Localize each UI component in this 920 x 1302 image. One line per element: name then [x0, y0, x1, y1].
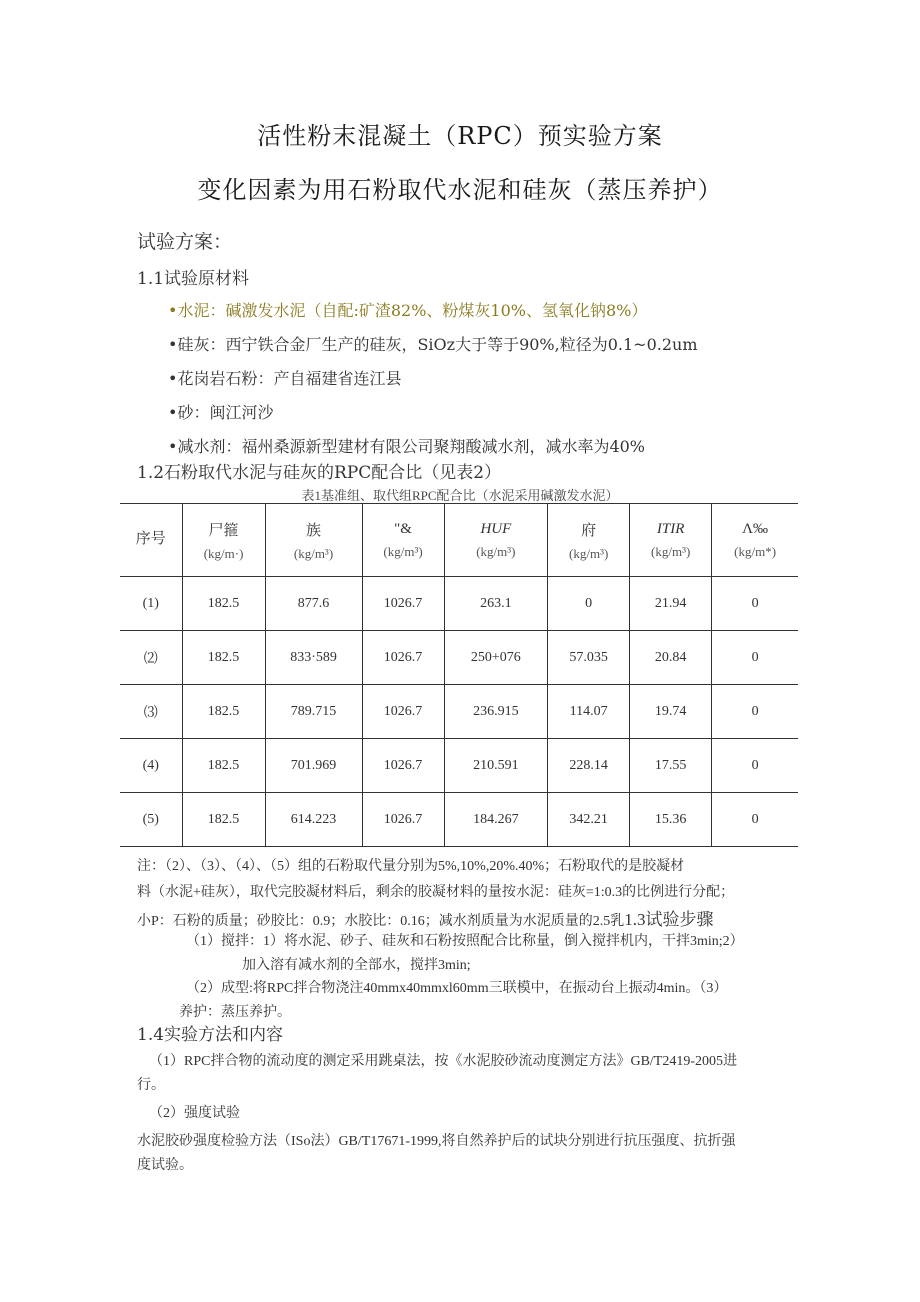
table-cell: 789.715: [265, 685, 362, 739]
header-cell: 族 (kg/m³): [265, 504, 362, 577]
table-note-line-3: [137, 905, 714, 930]
section-1-3-heading: 1.3试验步骤: [624, 910, 714, 929]
table-cell: 182.5: [182, 577, 265, 631]
table-row: [120, 685, 798, 739]
header-cell: 府 (kg/m³): [548, 504, 630, 577]
table-note-line-1: 注：（2）、（3）、（4）、（5）组的石粉取代量分别为5%,10%,20%.40%；石粉取代的是胶凝材: [137, 859, 685, 874]
table-cell: 210.591: [444, 739, 548, 793]
header-cell: 序号: [120, 504, 182, 577]
table-cell: 0: [712, 739, 798, 793]
step-mixing-line-2: 加入溶有减水剂的全部水，搅拌3min;: [242, 958, 471, 973]
table-cell: 182.5: [182, 739, 265, 793]
table-cell: (5): [120, 793, 182, 847]
step-curing-line: 养护：蒸压养护。: [179, 1005, 291, 1020]
table-row: [120, 793, 798, 847]
table-cell: 0: [712, 631, 798, 685]
table-cell: 184.267: [444, 793, 548, 847]
table-cell: 1026.7: [362, 685, 444, 739]
table-cell: 263.1: [444, 577, 548, 631]
table-cell: 17.55: [630, 739, 712, 793]
table-cell: 21.94: [630, 577, 712, 631]
header-cell: HUF (kg/m³): [444, 504, 548, 577]
table-cell: 250+076: [444, 631, 548, 685]
table-cell: 20.84: [630, 631, 712, 685]
section-1-4-heading: 1.4实验方法和内容: [137, 1025, 284, 1045]
table-cell: 877.6: [265, 577, 362, 631]
rpc-mix-table: [120, 503, 798, 847]
fluidity-test-line-2: 行。: [137, 1078, 165, 1093]
table-row: [120, 577, 798, 631]
table-row: [120, 739, 798, 793]
table-header-row: [120, 504, 798, 577]
table-cell: 228.14: [548, 739, 630, 793]
plan-heading: 试验方案：: [137, 231, 233, 253]
table-cell: 1026.7: [362, 631, 444, 685]
table-cell: 0: [712, 685, 798, 739]
step-forming-line-1: （2）成型:将RPC拌合物浇注40mmx40mmxl60mm三联模中，在振动台上振动4min。（3）: [186, 981, 728, 996]
table-cell: 15.36: [630, 793, 712, 847]
table-cell: 182.5: [182, 685, 265, 739]
table-cell: 1026.7: [362, 577, 444, 631]
table-cell: (4): [120, 739, 182, 793]
table-cell: 0: [712, 793, 798, 847]
header-cell: "& (kg/m³): [362, 504, 444, 577]
header-cell: ITIR (kg/m³): [630, 504, 712, 577]
document-subtitle: 变化因素为用石粉取代水泥和硅灰（蒸压养护）: [197, 176, 723, 204]
material-water-reducer: •减水剂：福州桑源新型建材有限公司聚翔酸减水剂，减水率为40%: [168, 437, 646, 456]
material-cement: •水泥：碱激发水泥（自配:矿渣82%、粉煤灰10%、氢氧化钠8%）: [168, 301, 648, 320]
table-cell: ⑵: [120, 631, 182, 685]
material-sand: •砂：闽江河沙: [168, 403, 274, 422]
table-cell: 342.21: [548, 793, 630, 847]
note-text: 小P：石粉的质量；砂胶比：0.9；水胶比：0.16；减水剂质量为水泥质量的2.5乳: [137, 914, 625, 929]
step-mixing-line-1: （1）搅拌：1）将水泥、砂子、硅灰和石粉按照配合比称量，倒入搅拌机内，干拌3min;2）: [186, 934, 744, 949]
strength-test-line-1: 水泥胶砂强度检验方法（ISo法）GB/T17671-1999,将自然养护后的试块分别进行抗压强度、抗折强: [137, 1134, 736, 1149]
header-cell: 尸箍 (kg/m·): [182, 504, 265, 577]
table-cell: 19.74: [630, 685, 712, 739]
table-cell: ⑶: [120, 685, 182, 739]
material-silica-fume: •硅灰：西宁铁合金厂生产的硅灰，SiOz大于等于90%,粒径为0.1~0.2um: [168, 335, 698, 354]
fluidity-test-line-1: （1）RPC拌合物的流动度的测定采用跳桌法，按《水泥胶砂流动度测定方法》GB/T2419-2005进: [149, 1054, 738, 1069]
table-cell: 833·589: [265, 631, 362, 685]
strength-test-heading: （2）强度试验: [149, 1106, 240, 1121]
table-cell: 182.5: [182, 793, 265, 847]
material-granite-powder: •花岗岩石粉：产自福建省连江县: [168, 369, 402, 388]
table-caption: 表1基准组、取代组RPC配合比（水泥采用碱激发水泥）: [301, 488, 619, 503]
section-1-1-heading: 1.1试验原材料: [137, 269, 250, 289]
table-cell: 236.915: [444, 685, 548, 739]
table-cell: 1026.7: [362, 739, 444, 793]
table-cell: 1026.7: [362, 793, 444, 847]
table-cell: 0: [548, 577, 630, 631]
document-title: 活性粉末混凝土（RPC）预实验方案: [257, 122, 663, 150]
strength-test-line-2: 度试验。: [137, 1158, 193, 1173]
table-cell: 614.223: [265, 793, 362, 847]
table-cell: (1): [120, 577, 182, 631]
table-cell: 114.07: [548, 685, 630, 739]
table-cell: 57.035: [548, 631, 630, 685]
table-cell: 182.5: [182, 631, 265, 685]
table-row: [120, 631, 798, 685]
table-cell: 0: [712, 577, 798, 631]
table-note-line-2: 料（水泥+硅灰），取代完胶凝材料后，剩余的胶凝材料的量按水泥：硅灰=1:0.3的比例进行分配；: [137, 885, 735, 900]
header-cell: Λ‰ (kg/m*): [712, 504, 798, 577]
table-cell: 701.969: [265, 739, 362, 793]
section-1-2-heading: 1.2石粉取代水泥与硅灰的RPC配合比（见表2）: [137, 463, 502, 483]
